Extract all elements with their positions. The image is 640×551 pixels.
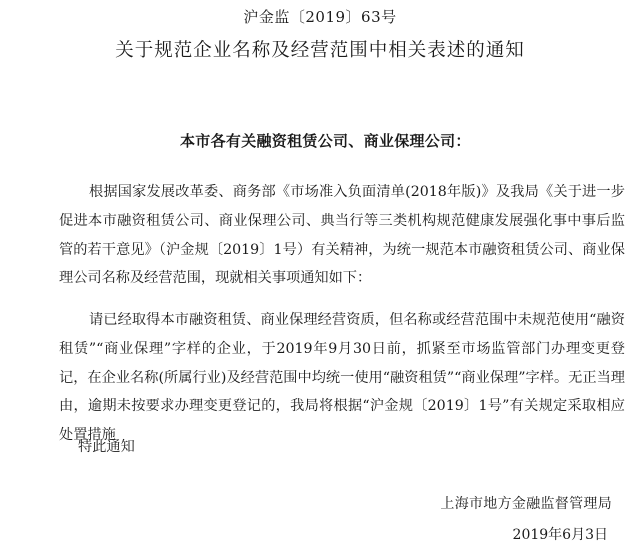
addressee: 本市各有关融资租赁公司、商业保理公司：: [180, 132, 471, 150]
document-number: 沪金监〔2019〕63号: [243, 8, 397, 26]
document-title: 关于规范企业名称及经营范围中相关表述的通知: [115, 40, 525, 61]
body-paragraph-1: 根据国家发展改革委、商务部《市场准入负面清单(2018年版)》及我局《关于进一步促进本市融资租赁公司、商业保理公司、典当行等三类机构规范健康发展强化事中事后监管的若干意见》（沪金规〔2019〕1号）有关精神，为统一规范本市融资租赁公司、商业保理公司名称及经营范围，现就相关事项通知如下：: [59, 184, 625, 287]
issuing-authority: 上海市地方金融监督管理局: [440, 496, 612, 512]
issue-date: 2019年6月3日: [512, 527, 608, 543]
body-paragraph-2: 请已经取得本市融资租赁、商业保理经营资质，但名称或经营范围中未规范使用“融资租赁”“商业保理”字样的企业，于2019年9月30日前，抓紧至市场监管部门办理变更登记，在企业名称(所属行业)及经营范围中均统一使用“融资租赁”“商业保理”字样。无正当理由，逾期未按要求办理变更登记的，我局将根据“沪金规〔2019〕1号”有关规定采取相应处置措施: [59, 312, 625, 444]
closing-line: 特此通知: [78, 439, 135, 455]
